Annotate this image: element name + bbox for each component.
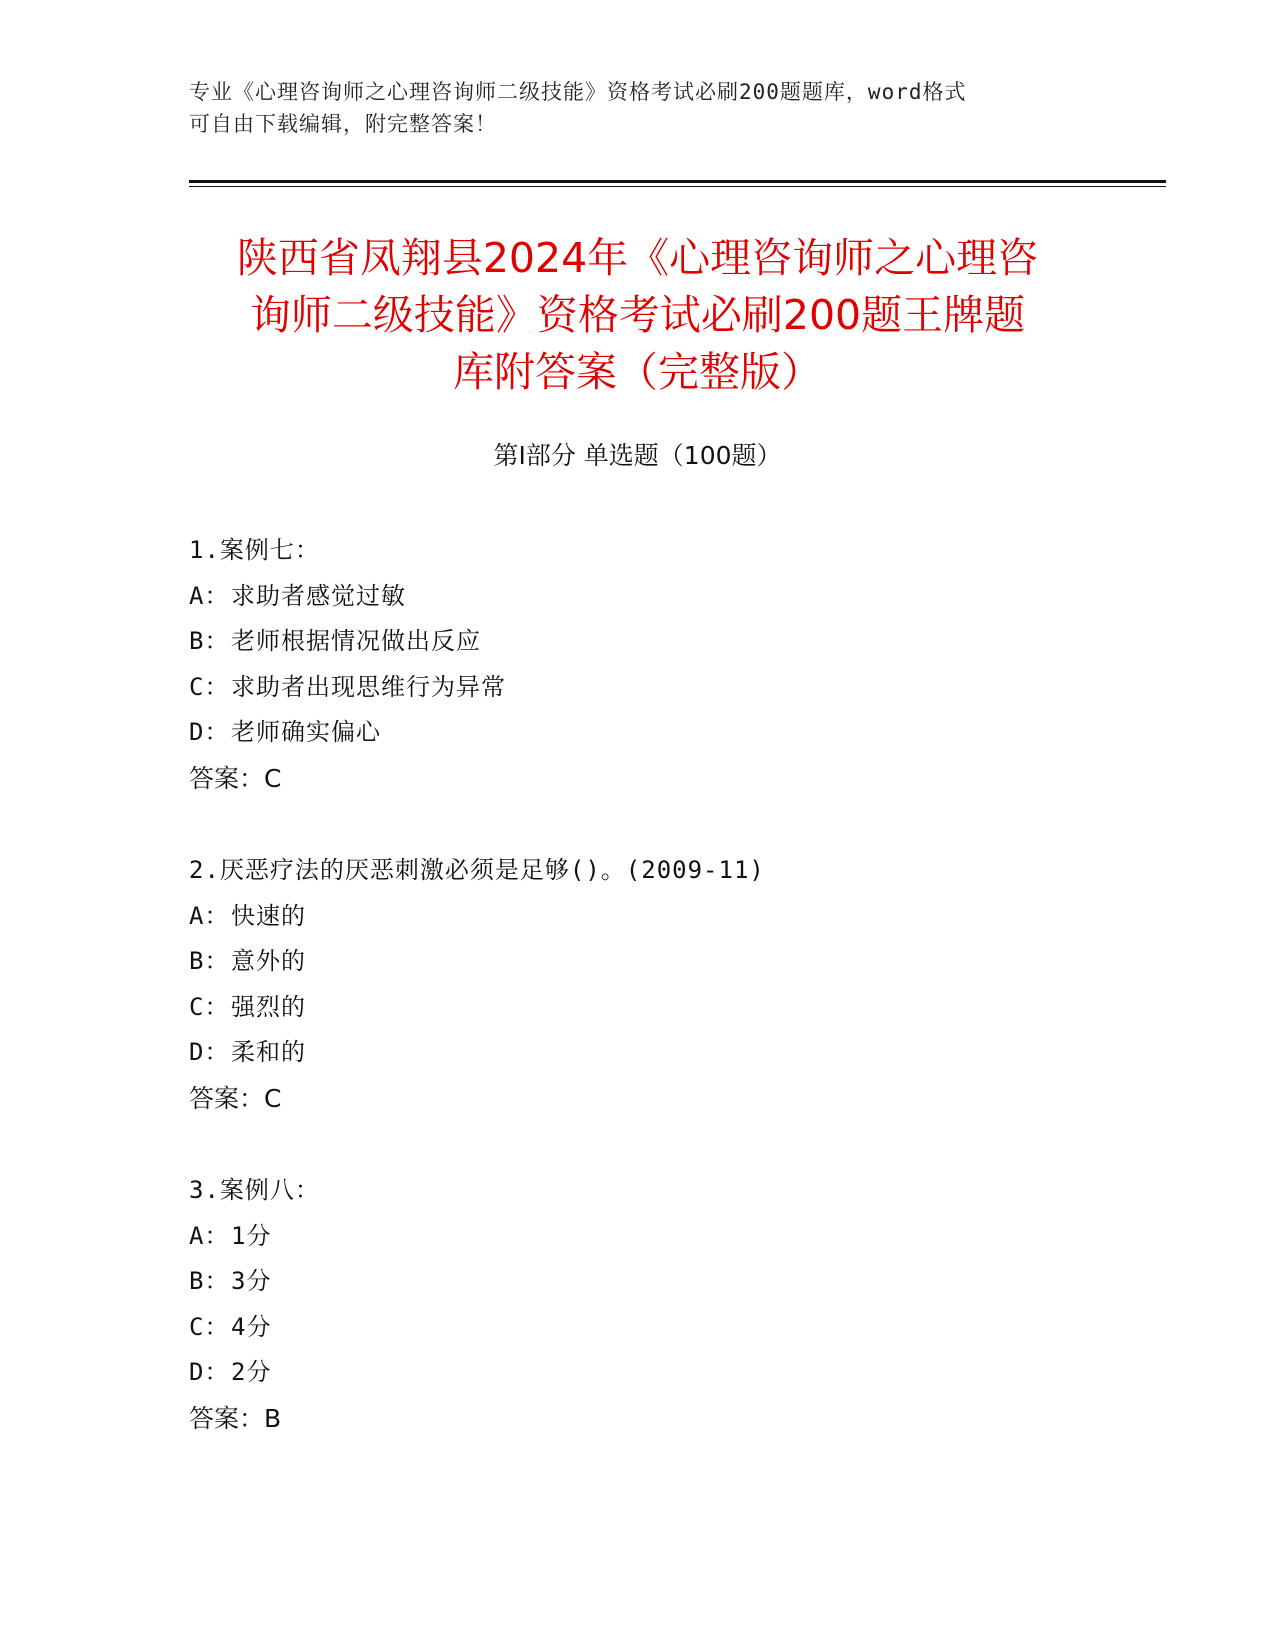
option-text: 老师确实偏心 xyxy=(231,718,381,746)
option-key: B： xyxy=(189,947,230,975)
option-c xyxy=(189,665,1089,711)
question-stem: 2.厌恶疗法的厌恶刺激必须是足够()。(2009-11) xyxy=(189,856,765,884)
option-text: 老师根据情况做出反应 xyxy=(231,627,481,655)
answer-value: C xyxy=(264,1083,282,1113)
header-divider-thick xyxy=(189,180,1166,183)
option-c xyxy=(189,985,1089,1031)
option-b xyxy=(189,1259,1089,1305)
question-stem: 3.案例八： xyxy=(189,1176,320,1204)
option-key: A： xyxy=(189,901,230,930)
answer-value: C xyxy=(264,763,282,793)
header-divider-thin xyxy=(189,186,1166,187)
section-heading: 第Ⅰ部分 单选题（100题） xyxy=(493,441,782,470)
option-key: B： xyxy=(189,627,230,655)
answer-line xyxy=(189,1396,1089,1442)
option-d xyxy=(189,710,1089,756)
option-text: 柔和的 xyxy=(231,1038,306,1066)
option-key: D： xyxy=(189,1358,230,1386)
question-stem: 1.案例七： xyxy=(189,536,320,564)
answer-line xyxy=(189,1076,1089,1122)
option-key: C： xyxy=(189,672,230,701)
option-text: 求助者出现思维行为异常 xyxy=(231,672,506,701)
answer-line xyxy=(189,756,1089,802)
option-text: 4分 xyxy=(231,1312,272,1341)
option-text: 求助者感觉过敏 xyxy=(231,581,406,610)
option-a xyxy=(189,894,1089,940)
option-text: 1分 xyxy=(231,1221,272,1250)
document-title-line-2: 询师二级技能》资格考试必刷200题王牌题 xyxy=(249,291,1026,339)
header-note-line-1: 专业《心理咨询师之心理咨询师二级技能》资格考试必刷200题题库，word格式 xyxy=(189,80,967,104)
option-text: 快速的 xyxy=(231,901,306,930)
document-title-line-3: 库附答案（完整版） xyxy=(453,348,822,396)
header-note xyxy=(189,76,1089,140)
option-d xyxy=(189,1030,1089,1076)
document-title-line-1: 陕西省凤翔县2024年《心理咨询师之心理咨 xyxy=(236,234,1039,282)
question-block xyxy=(189,1168,1089,1441)
answer-label: 答案： xyxy=(189,763,265,793)
option-c xyxy=(189,1305,1089,1351)
option-key: C： xyxy=(189,992,230,1021)
option-text: 强烈的 xyxy=(231,992,306,1021)
option-key: C： xyxy=(189,1312,230,1341)
header-note-line-2: 可自由下载编辑，附完整答案！ xyxy=(189,112,497,136)
option-b xyxy=(189,939,1089,985)
answer-label: 答案： xyxy=(189,1403,265,1433)
option-text: 意外的 xyxy=(231,947,306,975)
option-text: 2分 xyxy=(231,1358,272,1386)
option-text: 3分 xyxy=(231,1267,272,1295)
option-a xyxy=(189,574,1089,620)
option-d xyxy=(189,1350,1089,1396)
question-block xyxy=(189,528,1089,801)
answer-value: B xyxy=(264,1403,282,1433)
document-title xyxy=(160,230,1115,401)
option-key: A： xyxy=(189,581,230,610)
option-key: D： xyxy=(189,718,230,746)
option-b xyxy=(189,619,1089,665)
option-a xyxy=(189,1214,1089,1260)
answer-label: 答案： xyxy=(189,1083,265,1113)
question-block xyxy=(189,848,1089,1121)
option-key: A： xyxy=(189,1221,230,1250)
option-key: D： xyxy=(189,1038,230,1066)
option-key: B： xyxy=(189,1267,230,1295)
